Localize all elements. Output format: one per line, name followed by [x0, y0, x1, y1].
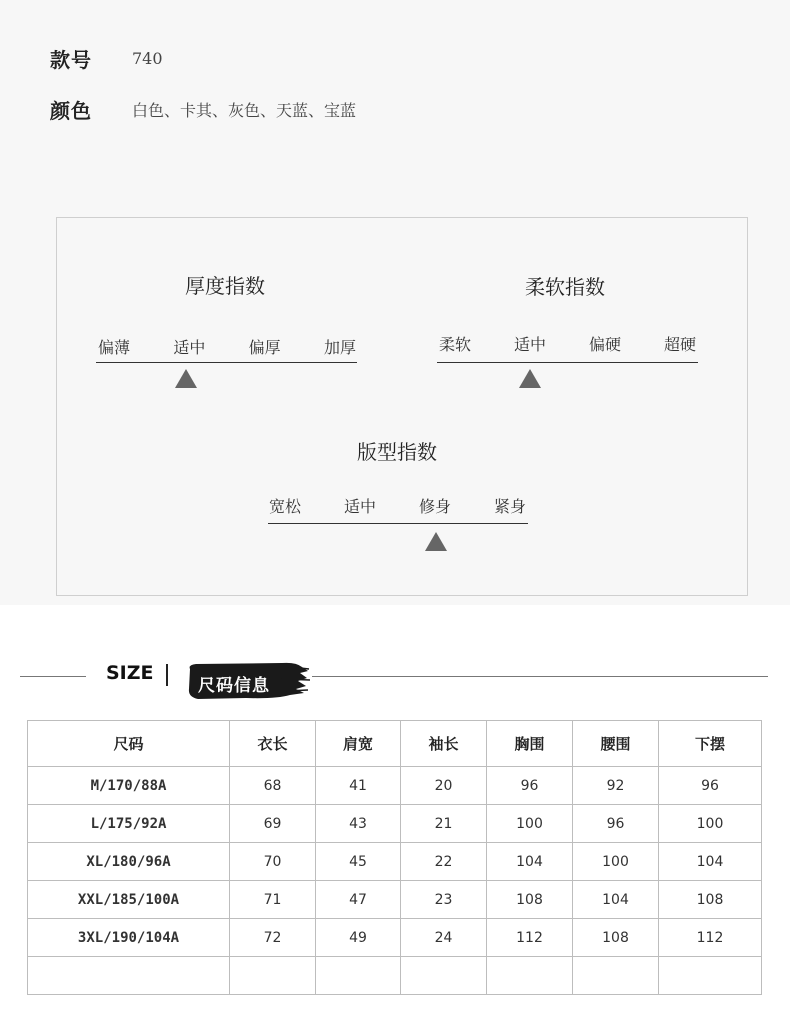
thickness-option: 偏薄 [98, 338, 131, 357]
color-row [50, 94, 356, 124]
table-cell: 100 [659, 805, 762, 843]
table-cell: 72 [230, 919, 316, 957]
size-chart-table [27, 720, 762, 995]
table-cell [487, 957, 573, 995]
size-cell: L/175/92A [28, 805, 230, 843]
softness-title: 柔软指数 [525, 275, 605, 299]
thickness-scale [98, 335, 356, 358]
thickness-scale-line [96, 362, 357, 363]
table-cell: 92 [573, 767, 659, 805]
table-header-row [28, 721, 762, 767]
table-cell: 108 [659, 881, 762, 919]
size-heading: SIZE [106, 662, 154, 684]
header-chest: 胸围 [487, 721, 573, 767]
table-cell: 100 [573, 843, 659, 881]
table-cell: 45 [316, 843, 401, 881]
color-label: 颜色 [50, 98, 92, 123]
table-cell: 104 [573, 881, 659, 919]
thickness-marker-icon [175, 369, 197, 388]
table-cell: 43 [316, 805, 401, 843]
size-cell: 3XL/190/104A [28, 919, 230, 957]
softness-scale [439, 332, 696, 355]
softness-option: 柔软 [439, 335, 472, 354]
table-cell: 23 [401, 881, 487, 919]
softness-marker-icon [519, 369, 541, 388]
table-row-empty [28, 957, 762, 995]
fit-option: 适中 [343, 497, 376, 516]
table-cell: 112 [659, 919, 762, 957]
fit-scale-line [268, 523, 528, 524]
fit-option: 紧身 [493, 497, 526, 516]
header-shoulder: 肩宽 [316, 721, 401, 767]
fit-scale [269, 494, 526, 517]
header-hem: 下摆 [659, 721, 762, 767]
table-cell: 100 [487, 805, 573, 843]
table-cell: 108 [573, 919, 659, 957]
table-cell: 71 [230, 881, 316, 919]
size-divider-left [20, 676, 86, 677]
table-cell [573, 957, 659, 995]
header-waist: 腰围 [573, 721, 659, 767]
table-cell: 108 [487, 881, 573, 919]
size-separator-bar [166, 664, 168, 686]
table-cell: 21 [401, 805, 487, 843]
header-size: 尺码 [28, 721, 230, 767]
table-cell: 69 [230, 805, 316, 843]
table-cell [230, 957, 316, 995]
table-cell: 47 [316, 881, 401, 919]
fit-marker-icon [425, 532, 447, 551]
table-cell: 49 [316, 919, 401, 957]
size-banner-text: 尺码信息 [198, 676, 270, 696]
table-cell: 104 [487, 843, 573, 881]
thickness-option: 偏厚 [248, 338, 281, 357]
size-cell: M/170/88A [28, 767, 230, 805]
table-row [28, 919, 762, 957]
model-label: 款号 [50, 47, 92, 72]
thickness-title: 厚度指数 [185, 274, 265, 298]
table-cell: 112 [487, 919, 573, 957]
table-cell: 70 [230, 843, 316, 881]
table-cell: 68 [230, 767, 316, 805]
header-sleeve: 袖长 [401, 721, 487, 767]
table-cell: 104 [659, 843, 762, 881]
table-row [28, 843, 762, 881]
softness-scale-line [437, 362, 698, 363]
table-cell [659, 957, 762, 995]
color-value: 白色、卡其、灰色、天蓝、宝蓝 [132, 100, 357, 120]
table-cell: 96 [487, 767, 573, 805]
thickness-option: 适中 [173, 338, 206, 357]
model-row [50, 43, 163, 73]
fit-option: 修身 [418, 497, 451, 516]
size-cell: XL/180/96A [28, 843, 230, 881]
table-row [28, 881, 762, 919]
model-value: 740 [132, 48, 163, 68]
size-cell: XXL/185/100A [28, 881, 230, 919]
softness-option: 超硬 [663, 335, 696, 354]
table-cell: 20 [401, 767, 487, 805]
header-length: 衣长 [230, 721, 316, 767]
table-row [28, 767, 762, 805]
table-cell: 22 [401, 843, 487, 881]
table-cell: 24 [401, 919, 487, 957]
table-cell: 41 [316, 767, 401, 805]
table-cell [401, 957, 487, 995]
size-divider-right [312, 676, 768, 677]
table-cell [28, 957, 230, 995]
fit-title: 版型指数 [357, 440, 437, 464]
softness-option: 适中 [513, 335, 546, 354]
fit-option: 宽松 [269, 497, 302, 516]
table-row [28, 805, 762, 843]
softness-option: 偏硬 [588, 335, 621, 354]
fabric-index-box [56, 217, 748, 596]
table-cell [316, 957, 401, 995]
table-cell: 96 [659, 767, 762, 805]
table-cell: 96 [573, 805, 659, 843]
thickness-option: 加厚 [323, 338, 356, 357]
